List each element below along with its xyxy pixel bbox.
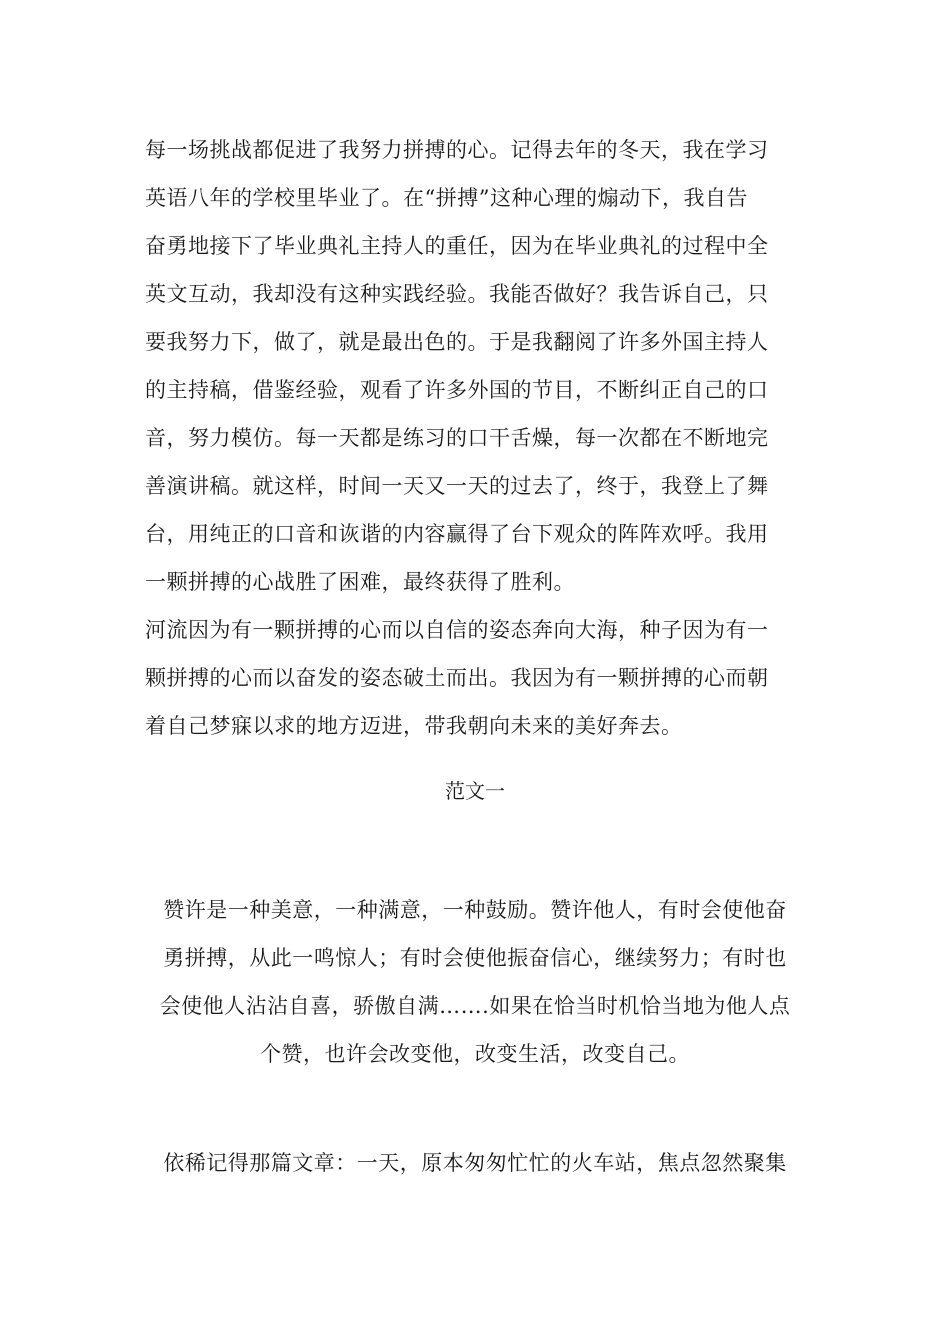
paragraph-2-line-2: 颗拼搏的心而以奋发的姿态破土而出。我因为有一颗拼搏的心而朝 xyxy=(145,666,769,690)
paragraph-1-line-6: 的主持稿，借鉴经验，观看了许多外国的节目，不断纠正自己的口 xyxy=(145,378,769,402)
paragraph-3-line-4: 个赞，也许会改变他，改变生活，改变自己。 xyxy=(260,1042,690,1066)
paragraph-2-line-3: 着自己梦寐以求的地方迈进，带我朝向未来的美好奔去。 xyxy=(145,714,683,738)
paragraph-3-line-2: 勇拼搏，从此一鸣惊人；有时会使他振奋信心，继续努力；有时也 xyxy=(163,946,787,970)
paragraph-1-line-8: 善演讲稿。就这样，时间一天又一天的过去了，终于，我登上了舞 xyxy=(145,474,769,498)
paragraph-1-line-3: 奋勇地接下了毕业典礼主持人的重任，因为在毕业典礼的过程中全 xyxy=(145,234,769,258)
paragraph-3-line-3: 会使他人沾沾自喜，骄傲自满…….如果在恰当时机恰当地为他人点 xyxy=(159,994,791,1018)
paragraph-2-line-1: 河流因为有一颗拼搏的心而以自信的姿态奔向大海，种子因为有一 xyxy=(145,618,769,642)
paragraph-3-line-1: 赞许是一种美意，一种满意，一种鼓励。赞许他人，有时会使他奋 xyxy=(163,898,787,922)
paragraph-1-line-2: 英语八年的学校里毕业了。在“拼搏”这种心理的煽动下，我自告 xyxy=(145,186,748,210)
paragraph-1-line-1: 每一场挑战都促进了我努力拼搏的心。记得去年的冬天，我在学习 xyxy=(145,138,769,162)
section-heading: 范文一 xyxy=(445,779,505,803)
paragraph-4-line-1: 依稀记得那篇文章：一天，原本匆匆忙忙的火车站，焦点忽然聚集 xyxy=(163,1151,787,1175)
paragraph-1-line-10: 一颗拼搏的心战胜了困难，最终获得了胜利。 xyxy=(145,570,575,594)
paragraph-1-line-4: 英文互动，我却没有这种实践经验。我能否做好？我告诉自己，只 xyxy=(145,282,769,306)
paragraph-1-line-5: 要我努力下，做了，就是最出色的。于是我翻阅了许多外国主持人 xyxy=(145,330,769,354)
paragraph-1-line-9: 台，用纯正的口音和诙谐的内容赢得了台下观众的阵阵欢呼。我用 xyxy=(145,522,769,546)
paragraph-1-line-7: 音，努力模仿。每一天都是练习的口干舌燥，每一次都在不断地完 xyxy=(145,426,769,450)
